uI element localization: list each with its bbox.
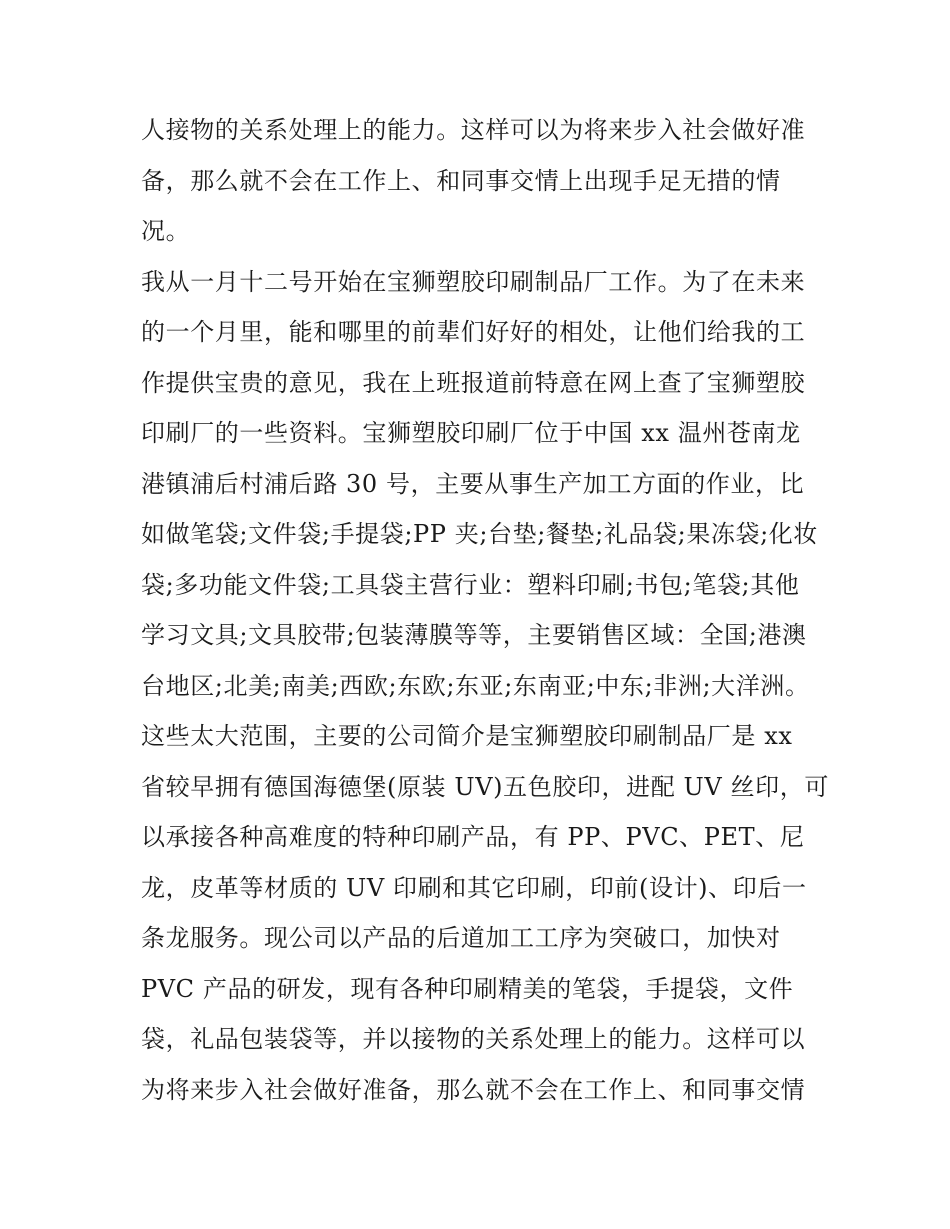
text-line: 袋，礼品包装袋等，并以接物的关系处理上的能力。这样可以 <box>141 1025 806 1053</box>
body-text <box>141 105 829 1115</box>
text-line: 况。 <box>141 217 191 245</box>
text-line: 袋;多功能文件袋;工具袋主营行业：塑料印刷;书包;笔袋;其他 <box>141 570 800 599</box>
text-line: 条龙服务。现公司以产品的后道加工工序为突破口，加快对 <box>141 924 781 952</box>
text-line: 如做笔袋;文件袋;手提袋;PP 夹;台垫;餐垫;礼品袋;果冻袋;化妆 <box>141 520 819 548</box>
text-line: 作提供宝贵的意见，我在上班报道前特意在网上查了宝狮塑胶 <box>141 368 806 397</box>
text-line: 台地区;北美;南美;西欧;东欧;东亚;东南亚;中东;非洲;大洋洲。 <box>141 671 810 700</box>
text-line: 印刷厂的一些资料。宝狮塑胶印刷厂位于中国 xx 温州苍南龙 <box>141 419 801 447</box>
text-line: 龙，皮革等材质的 UV 印刷和其它印刷，印前(设计)、印后一 <box>141 873 807 902</box>
text-line: 人接物的关系处理上的能力。这样可以为将来步入社会做好准 <box>141 116 806 144</box>
text-line: PVC 产品的研发，现有各种印刷精美的笔袋，手提袋，文件 <box>141 974 794 1003</box>
text-line: 我从一月十二号开始在宝狮塑胶印刷制品厂工作。为了在未来 <box>141 267 806 296</box>
text-line: 学习文具;文具胶带;包装薄膜等等，主要销售区域：全国;港澳 <box>141 621 807 649</box>
text-line: 为将来步入社会做好准备，那么就不会在工作上、和同事交情 <box>141 1075 806 1104</box>
text-line: 的一个月里，能和哪里的前辈们好好的相处，让他们给我的工 <box>141 318 806 346</box>
text-line: 备，那么就不会在工作上、和同事交情上出现手足无措的情 <box>141 166 781 195</box>
text-line: 以承接各种高难度的特种印刷产品，有 PP、PVC、PET、尼 <box>141 823 805 851</box>
text-line: 港镇浦后村浦后路 30 号，主要从事生产加工方面的作业，比 <box>141 469 805 498</box>
text-line: 省较早拥有德国海德堡(原装 UV)五色胶印，进配 UV 丝印，可 <box>141 772 829 801</box>
text-line: 这些太大范围，主要的公司简介是宝狮塑胶印刷制品厂是 xx <box>141 722 793 750</box>
